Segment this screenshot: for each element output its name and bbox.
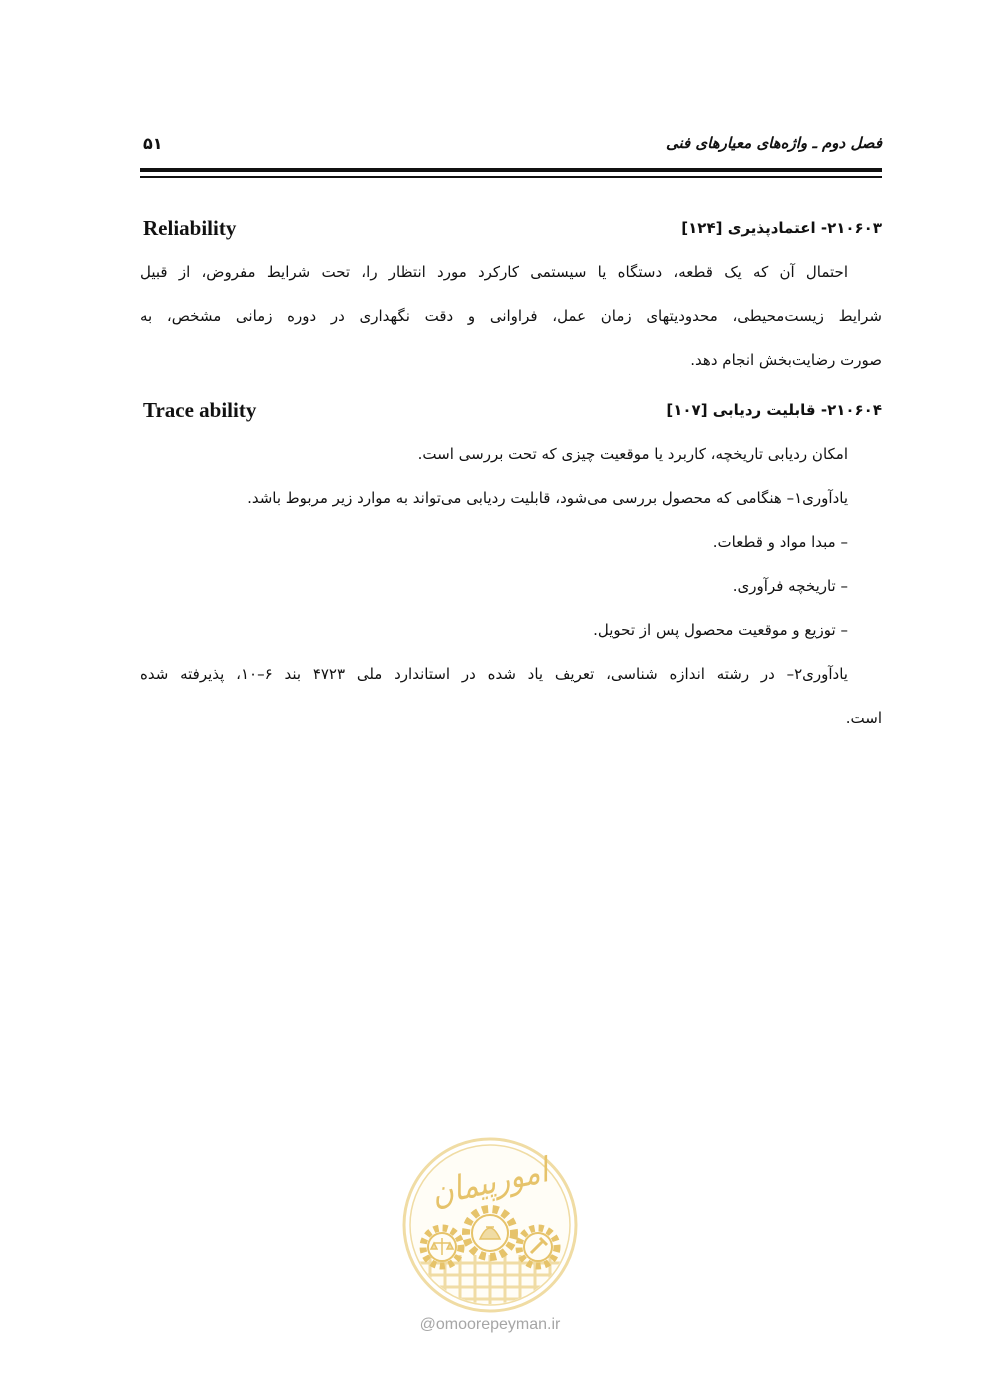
definition-line: شرایط زیست‌محیطی، محدودیتهای زمان عمل، فراوانی و دقت نگهداری در دوره زمانی مشخص، به	[140, 307, 882, 325]
page-body	[140, 206, 882, 740]
note-2-line: است.	[845, 709, 882, 727]
term-title-en: Reliability	[143, 215, 237, 240]
running-header	[140, 128, 882, 158]
note-list-item: – مبدا مواد و قطعات.	[712, 533, 848, 551]
term-title-fa: ۲۱۰۶۰۳- اعتمادپذیری [۱۲۴]	[681, 219, 882, 237]
note-list-item: – تاریخچه فرآوری.	[732, 577, 848, 595]
definition-line: احتمال آن که یک قطعه، دستگاه یا سیستمی کارکرد مورد انتظار را، تحت شرایط مفروض، از قبیل	[140, 263, 848, 281]
page-number: ۵۱	[143, 133, 163, 153]
watermark-logo	[400, 1135, 580, 1315]
watermark-website: @omoorepeyman.ir	[419, 1316, 561, 1333]
note-1: یادآوری۱– هنگامی که محصول بررسی می‌شود، قابلیت ردیابی می‌تواند به موارد زیر مربوط باشد.	[247, 489, 848, 507]
definition-line: امکان ردیابی تاریخچه، کاربرد یا موقعیت چیزی که تحت بررسی است.	[417, 445, 848, 463]
chapter-title: فصل دوم ـ واژه‌های معیارهای فنی	[665, 134, 882, 152]
definition-line: صورت رضایت‌بخش انجام دهد.	[690, 351, 882, 369]
header-rule-thick	[140, 168, 882, 172]
logo-lettering: امورپیمان	[427, 1146, 570, 1215]
note-2-line: یادآوری۲– در رشته اندازه شناسی، تعریف یاد شده در استاندارد ملی ۴۷۲۳ بند ۶–۱۰، پذیرفته شده	[140, 665, 848, 683]
note-list-item: – توزیع و موقعیت محصول پس از تحویل.	[593, 621, 848, 639]
term-heading-reliability	[140, 206, 882, 250]
term-title-en: Trace ability	[143, 397, 257, 422]
term-heading-traceability	[140, 388, 882, 432]
term-title-fa: ۲۱۰۶۰۴- قابلیت ردیابی [۱۰۷]	[666, 401, 882, 419]
header-rule-thin	[140, 176, 882, 178]
